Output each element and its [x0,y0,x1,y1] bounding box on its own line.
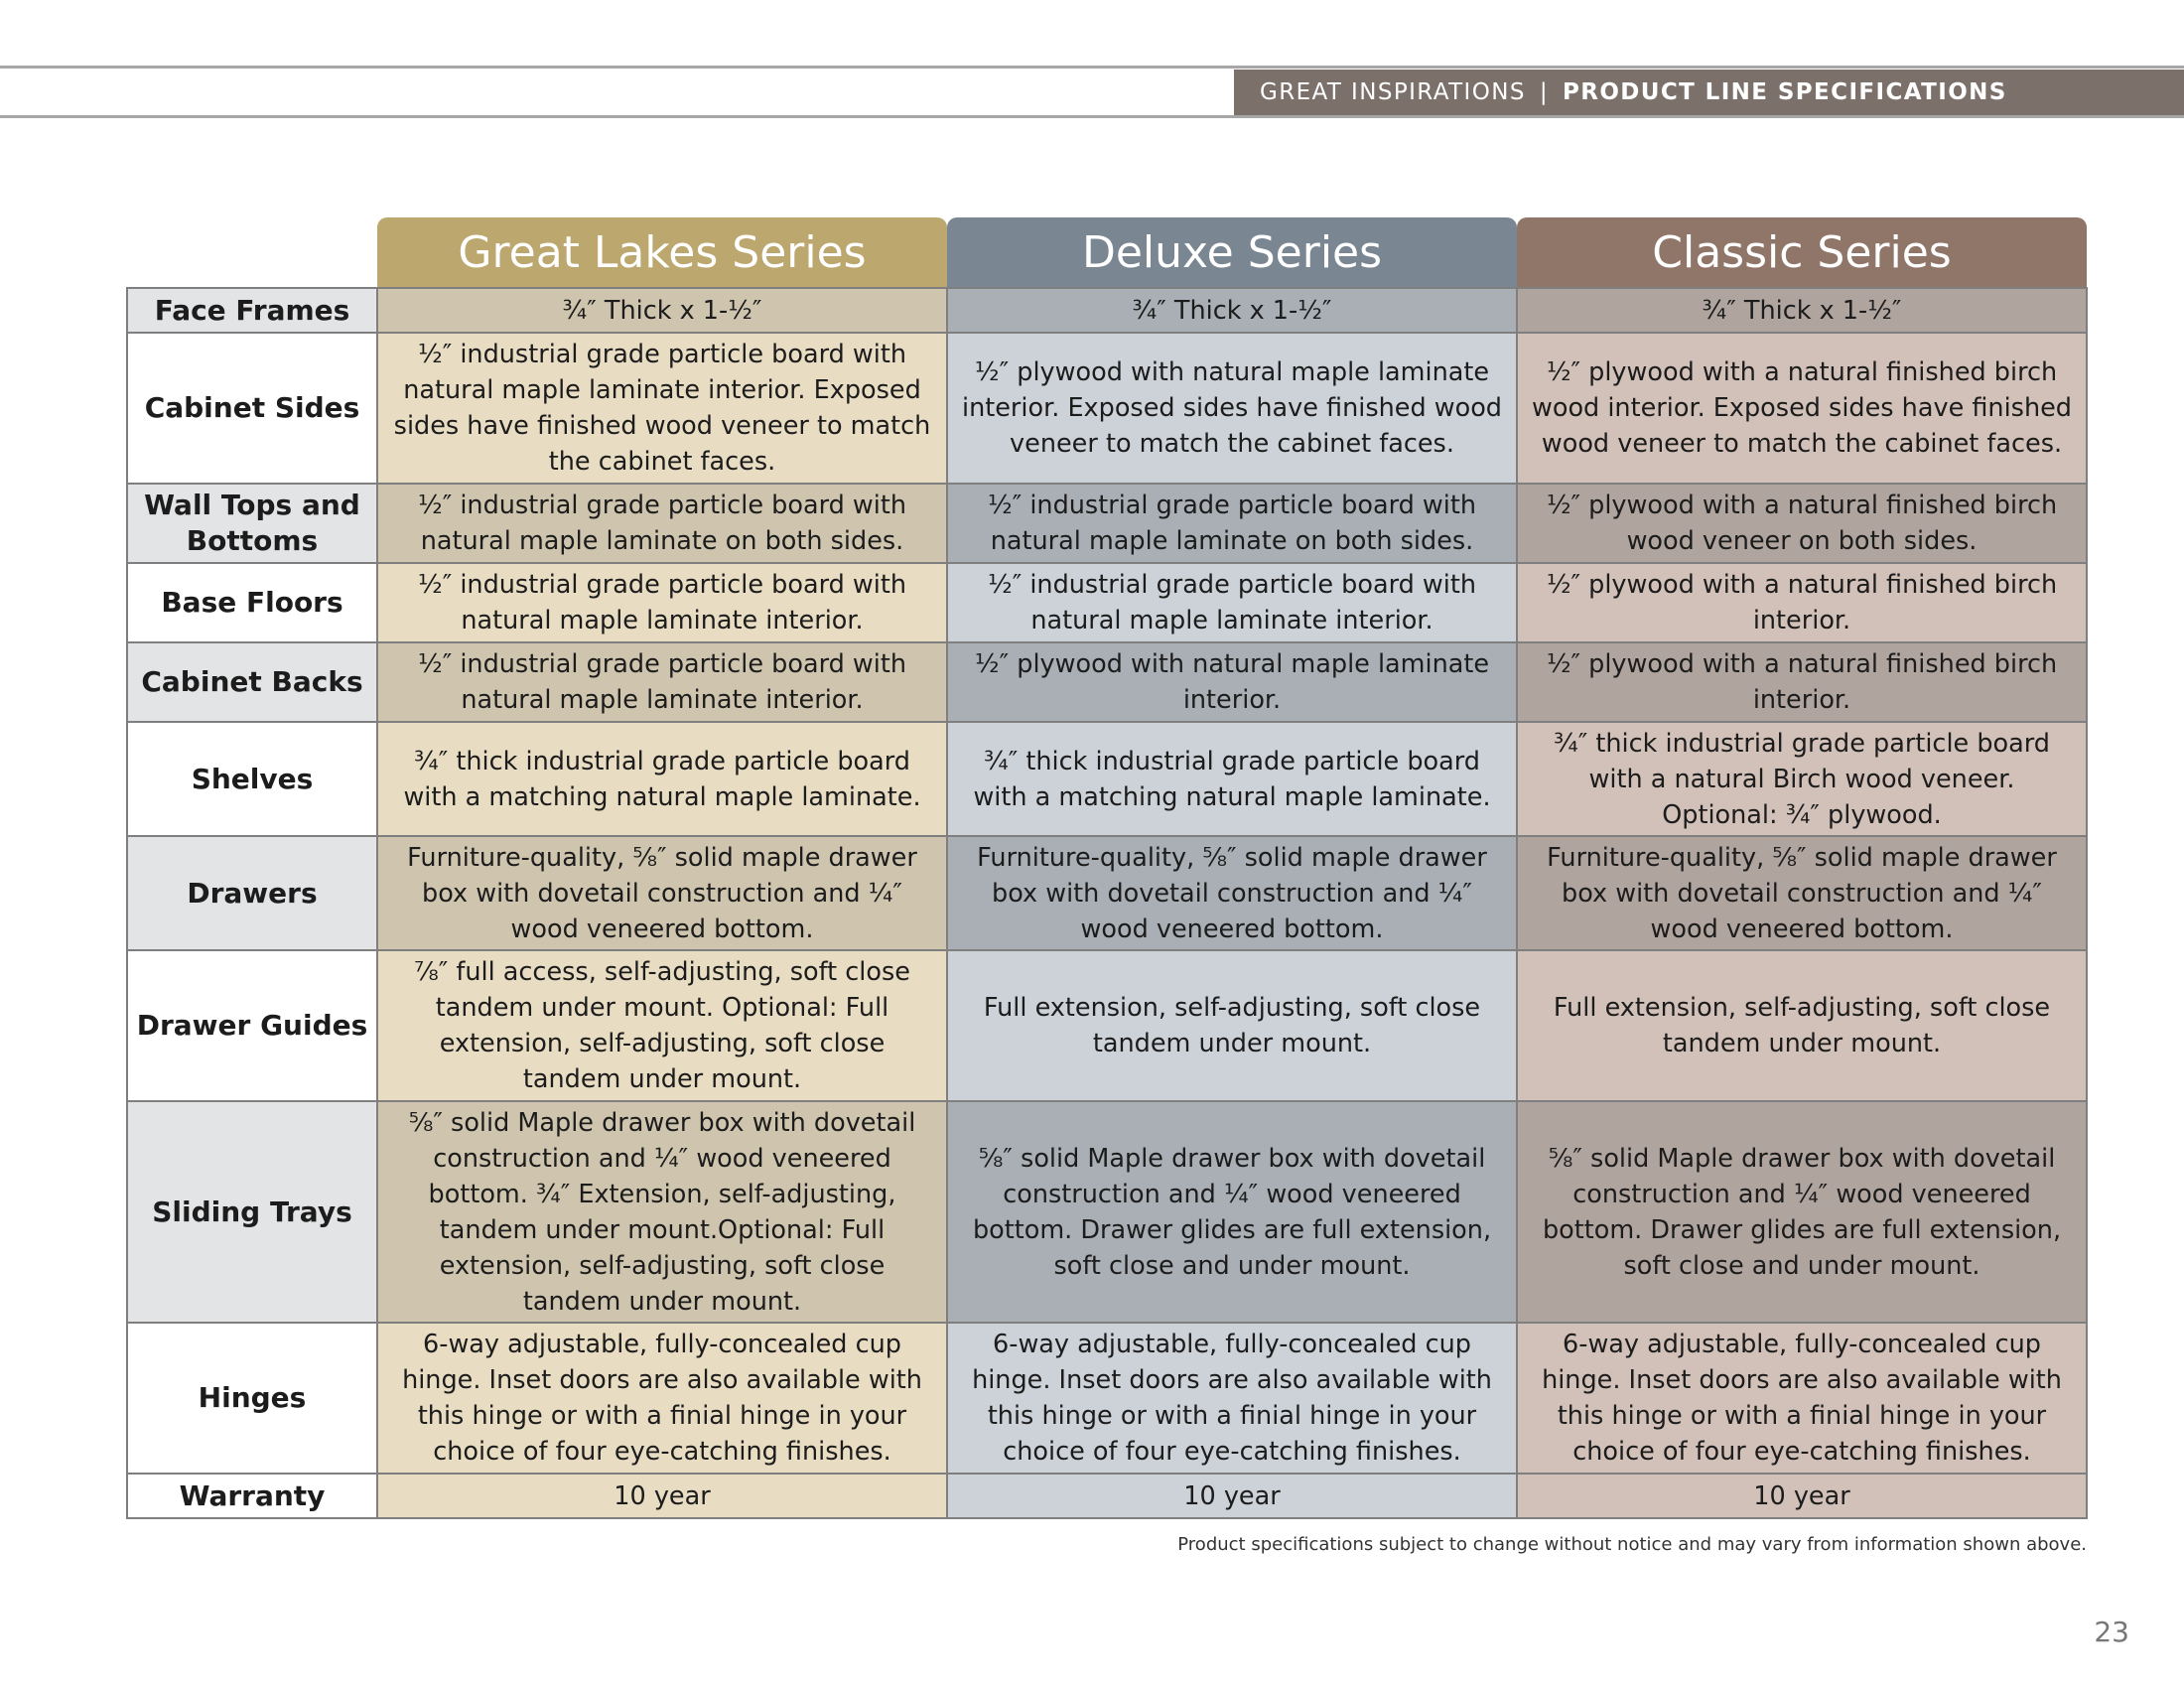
series-header-row [127,217,2087,288]
cell-great-lakes: 6-way adjustable, fully-concealed cup hinge. Inset doors are also available with this hinge or with a finial hinge in your choice of four eye-catching finishes. [377,1323,947,1474]
cell-great-lakes: ½″ industrial grade particle board with natural maple laminate on both sides. [377,484,947,563]
cell-classic: ⁵⁄₈″ solid Maple drawer box with dovetail construction and ¼″ wood veneered bottom. Drawer glides are full extension, soft close and under mount. [1517,1101,2087,1323]
cell-classic: ½″ plywood with a natural finished birch interior. [1517,642,2087,722]
cell-deluxe: ½″ plywood with natural maple laminate interior. [947,642,1517,722]
cell-deluxe: Full extension, self-adjusting, soft close tandem under mount. [947,950,1517,1101]
top-rule [0,66,2184,69]
cell-great-lakes: ⁵⁄₈″ solid Maple drawer box with dovetail construction and ¼″ wood veneered bottom. ¾″ Extension, self-adjusting, tandem under mount.Optional: Full extension, self-adjusting, soft close tandem under mount. [377,1101,947,1323]
page-number: 23 [2094,1616,2129,1648]
cell-deluxe: ½″ industrial grade particle board with natural maple laminate on both sides. [947,484,1517,563]
header-corner [127,217,377,288]
cell-deluxe: 10 year [947,1474,1517,1518]
table-row-wall-tops [127,484,2087,563]
row-label: Warranty [127,1474,377,1518]
cell-great-lakes: Furniture-quality, ⁵⁄₈″ solid maple drawer box with dovetail construction and ¼″ wood veneered bottom. [377,836,947,950]
bottom-rule [0,115,2184,118]
cell-classic: ½″ plywood with a natural finished birch wood veneer on both sides. [1517,484,2087,563]
cell-great-lakes: 10 year [377,1474,947,1518]
table-row-hinges [127,1323,2087,1474]
specifications-table [126,217,2088,1519]
row-label: Hinges [127,1323,377,1474]
cell-great-lakes: ½″ industrial grade particle board with natural maple laminate interior. Exposed sides have finished wood veneer to match the cabinet faces. [377,333,947,484]
series-header-deluxe: Deluxe Series [947,217,1517,288]
table-row-drawers [127,836,2087,950]
page-header-bar [1234,70,2184,115]
cell-deluxe: Furniture-quality, ⁵⁄₈″ solid maple drawer box with dovetail construction and ¼″ wood veneered bottom. [947,836,1517,950]
footnote: Product specifications subject to change without notice and may vary from information shown above. [1177,1534,2087,1555]
table-row-shelves [127,722,2087,836]
cell-classic: ¾″ Thick x 1-½″ [1517,288,2087,333]
cell-deluxe: 6-way adjustable, fully-concealed cup hinge. Inset doors are also available with this hinge or with a finial hinge in your choice of four eye-catching finishes. [947,1323,1517,1474]
row-label: Shelves [127,722,377,836]
cell-great-lakes: ½″ industrial grade particle board with natural maple laminate interior. [377,563,947,642]
header-separator: | [1539,79,1549,105]
row-label: Cabinet Sides [127,333,377,484]
table-row-cabinet-backs [127,642,2087,722]
cell-deluxe: ⁵⁄₈″ solid Maple drawer box with dovetail construction and ¼″ wood veneered bottom. Drawer glides are full extension, soft close and under mount. [947,1101,1517,1323]
row-label: Drawers [127,836,377,950]
cell-great-lakes: ⁷⁄₈″ full access, self-adjusting, soft close tandem under mount. Optional: Full extension, self-adjusting, soft close tandem under mount. [377,950,947,1101]
cell-great-lakes: ½″ industrial grade particle board with natural maple laminate interior. [377,642,947,722]
cell-classic: ½″ plywood with a natural finished birch interior. [1517,563,2087,642]
cell-classic: Furniture-quality, ⁵⁄₈″ solid maple drawer box with dovetail construction and ¼″ wood veneered bottom. [1517,836,2087,950]
cell-deluxe: ½″ industrial grade particle board with natural maple laminate interior. [947,563,1517,642]
cell-deluxe: ½″ plywood with natural maple laminate interior. Exposed sides have finished wood veneer to match the cabinet faces. [947,333,1517,484]
table-row-sliding-trays [127,1101,2087,1323]
header-brand: GREAT INSPIRATIONS [1260,79,1526,105]
cell-classic: ¾″ thick industrial grade particle board with a natural Birch wood veneer. Optional: ¾″ plywood. [1517,722,2087,836]
cell-great-lakes: ¾″ thick industrial grade particle board with a matching natural maple laminate. [377,722,947,836]
table-row-face-frames [127,288,2087,333]
series-header-classic: Classic Series [1517,217,2087,288]
row-label: Wall Tops and Bottoms [127,484,377,563]
table-row-cabinet-sides [127,333,2087,484]
row-label: Base Floors [127,563,377,642]
header-section: PRODUCT LINE SPECIFICATIONS [1562,79,2007,105]
table-row-warranty [127,1474,2087,1518]
row-label: Sliding Trays [127,1101,377,1323]
row-label: Cabinet Backs [127,642,377,722]
row-label: Drawer Guides [127,950,377,1101]
cell-classic: ½″ plywood with a natural finished birch wood interior. Exposed sides have finished wood veneer to match the cabinet faces. [1517,333,2087,484]
series-header-great-lakes: Great Lakes Series [377,217,947,288]
row-label: Face Frames [127,288,377,333]
cell-classic: Full extension, self-adjusting, soft close tandem under mount. [1517,950,2087,1101]
cell-classic: 6-way adjustable, fully-concealed cup hinge. Inset doors are also available with this hinge or with a finial hinge in your choice of four eye-catching finishes. [1517,1323,2087,1474]
cell-deluxe: ¾″ thick industrial grade particle board with a matching natural maple laminate. [947,722,1517,836]
cell-great-lakes: ¾″ Thick x 1-½″ [377,288,947,333]
cell-classic: 10 year [1517,1474,2087,1518]
table-row-drawer-guides [127,950,2087,1101]
table-row-base-floors [127,563,2087,642]
cell-deluxe: ¾″ Thick x 1-½″ [947,288,1517,333]
